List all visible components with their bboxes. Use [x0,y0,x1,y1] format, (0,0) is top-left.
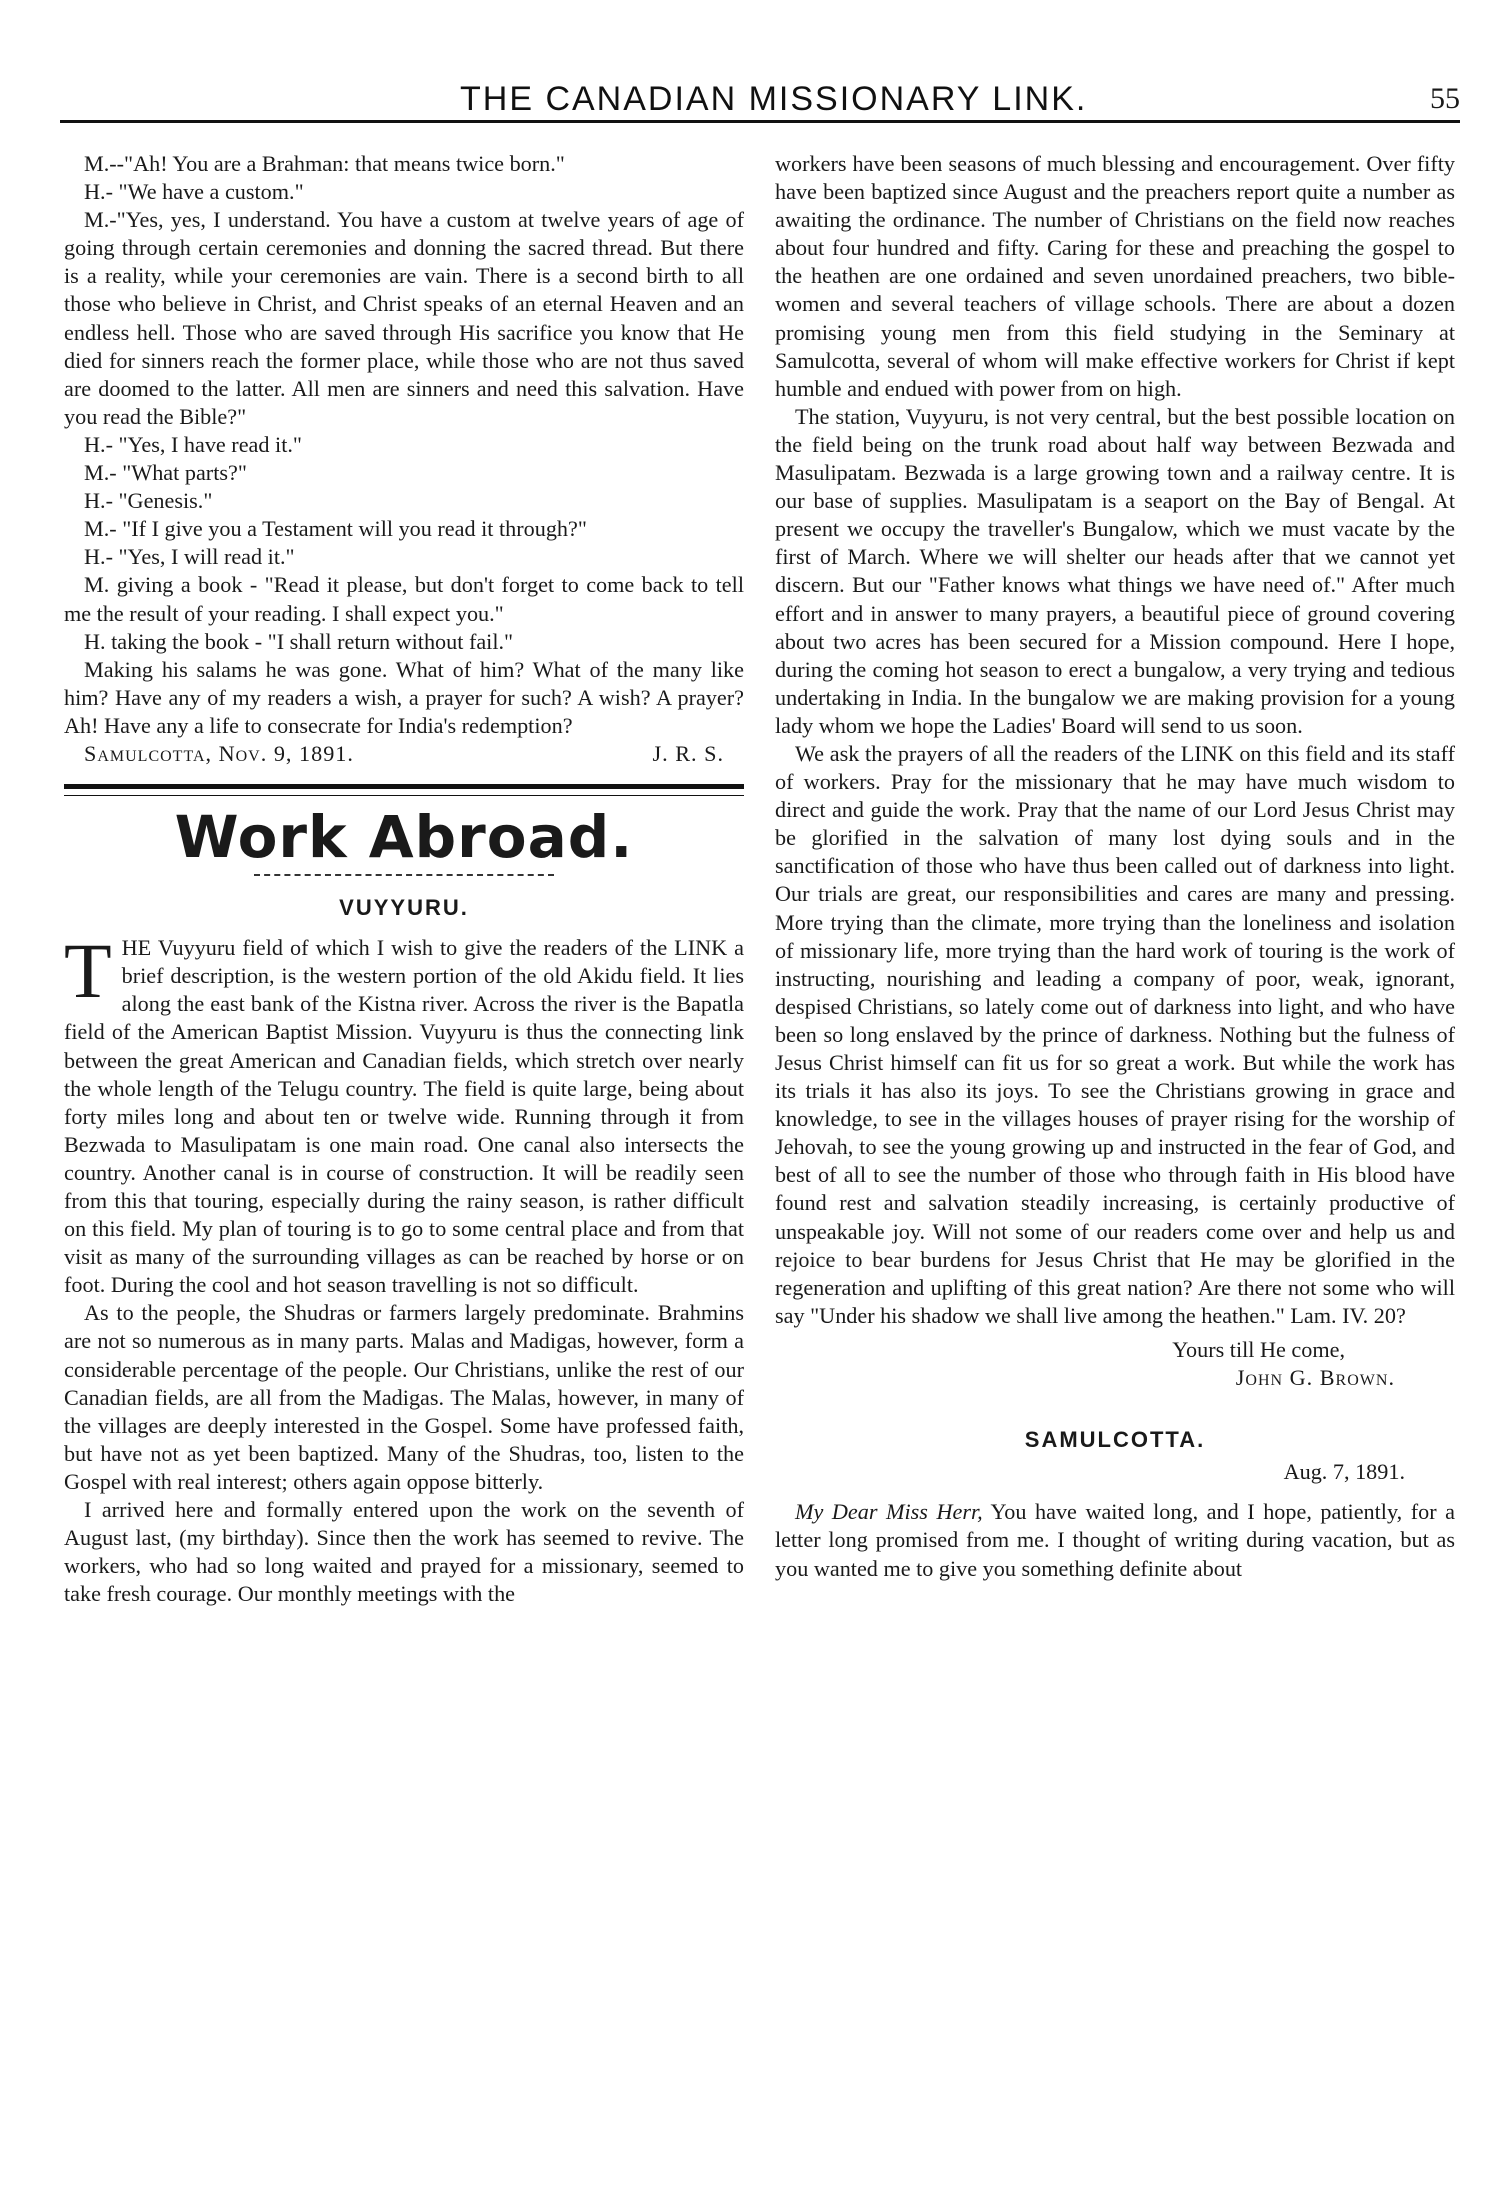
dialogue-line: M.-"Yes, yes, I understand. You have a custom at twelve years of age of going through certain ceremonies and donning the sacred thread. But there is a reality, while your ceremonies are vain. There is a second birth to all those who believe in Christ, and Christ speaks of an eternal Heaven and an endless hell. Those who are saved through His sacrifice you know that He died for sinners reach the former place, while those who are not thus saved are doomed to the latter. All men are sinners and need this salvation. Have you read the Bible?" [64,207,744,429]
article-subheading-2: SAMULCOTTA. [1024,1427,1206,1453]
letter-closing: Yours till He come, [1172,1336,1345,1362]
dialogue-line: M.- "If I give you a Testament will you read it through?" [84,516,587,542]
section-divider-thin [64,795,744,796]
header-rule [60,120,1460,123]
letter-paragraph [775,1498,1455,1582]
letter-dateline: Aug. 7, 1891. [1283,1459,1405,1485]
right-column [775,150,1455,1583]
section-title: Work Abroad. [174,803,634,872]
dialogue-line: H. taking the book - "I shall return without fail." [84,628,514,654]
article-subheading: VUYYURU. [339,895,469,921]
dialogue-line: H.- "Yes, I have read it." [84,431,302,457]
dialogue-line: H.- "Yes, I will read it." [84,544,295,570]
signoff-place-date: Samulcotta, Nov. 9, 1891. [84,740,354,766]
article-paragraph: We ask the prayers of all the readers of the LINK on this field and its staff of workers. Pray for the missionary that he may have much wisdom to direct and guide the work. Pray that the name of our Lord Jesus Christ may be glorified in the salvation of many lost dying souls and in the sanctification of those who have thus been called out of darkness into light. Our trials are great, our responsibilities and cares are many and pressing. More trying than the climate, more trying than the loneliness and isolation of missionary life, more trying than the hard work of touring is the work of instructing, nourishing and leading a company of poor, weak, ignorant, despised Christians, so lately come out of darkness into light, and who have been so long enslaved by the prince of darkness. Nothing but the fulness of Jesus Christ himself can fit us for so great a work. But while the work has its trials it has also its joys. To see the Christians growing in grace and knowledge, to see in the villages houses of prayer rising for the worship of Jehovah, to see the young growing up and instructed in the fear of God, and best of all to see the number of those who through faith in His blood have found rest and salvation steadily increasing, is certainly productive of unspeakable joy. Will not some of our readers come over and help us and rejoice to bear burdens for Jesus Christ that He may be glorified in the regeneration and uplifting of this great nation? Are there not some who will say "Under his shadow we shall live among the heathen." Lam. IV. 20? [775,740,1455,1328]
dialogue-line: H.- "Genesis." [84,488,213,514]
dialogue-section [64,150,744,740]
page-header [60,78,1460,124]
article-paragraph: I arrived here and formally entered upon the work on the seventh of August last, (my birthday). Since then the work has seemed to revive. The workers, who had so long waited and prayed for a missionary, seemed to take fresh courage. Our monthly meetings with the [64,1497,744,1607]
dialogue-line: M.- "What parts?" [84,460,247,486]
dialogue-line: Making his salams he was gone. What of him? What of the many like him? Have any of my readers a wish, a prayer for such? A wish? A prayer? Ah! Have any a life to consecrate for India's redemption? [64,656,744,738]
paragraph-text: HE Vuyyuru field of which I wish to give the readers of the LINK a brief description, is the western portion of the old Akidu field. It lies along the east bank of the Kistna river. Across the river is the Bapatla field of the American Baptist Mission. Vuyyuru is thus the connecting link between the great American and Canadian fields, which stretch over nearly the whole length of the Telugu country. The field is quite large, being about forty miles long and about ten or twelve wide. Running through it from Bezwada to Masulipatam is one main road. One canal also intersects the country. Another canal is in course of construction. It will be readily seen from this that touring, especially during the rainy season, is rather difficult on this field. My plan of touring is to go to some central place and from that visit as many of the surrounding villages as can be reached by horse or on foot. During the cool and hot season travelling is not so difficult. [64,935,744,1298]
article-paragraph: The station, Vuyyuru, is not very central, but the best possible location on the field being on the trunk road about half way between Bezwada and Masulipatam. Bezwada is a large growing town and a railway centre. It is our base of supplies. Masulipatam is a seaport on the Bay of Bengal. At present we occupy the traveller's Bungalow, which we must vacate by the first of March. Where we will shelter our heads after that we cannot yet discern. But our "Father knows what things we have need of." After much effort and in answer to many prayers, a beautiful piece of ground covering about two acres has been secured for a Mission compound. Here I hope, during the coming hot season to erect a bungalow, a very trying and tedious undertaking in India. In the bungalow we are making provision for a young lady whom we hope the Ladies' Board will send to us soon. [775,403,1455,738]
page-number: 55 [1430,82,1460,115]
drop-cap: T [64,927,112,1015]
dialogue-line: H.- "We have a custom." [84,179,304,205]
dialogue-line: M. giving a book - "Read it please, but don't forget to come back to tell me the result of your reading. I shall expect you." [64,572,744,626]
title-ornament-rule [254,874,554,876]
article-signoff [64,740,744,768]
article-paragraph: workers have been seasons of much blessing and encouragement. Over fifty have been baptized since August and the preachers report quite a number as awaiting the ordinance. The number of Christians on the field now reaches about four hundred and fifty. Caring for these and preaching the gospel to the heathen are one ordained and seven unordained preachers, two bible-women and several teachers of village schools. There are about a dozen promising young men from this field studying in the Seminary at Samulcotta, several of whom will make effective workers for Christ if kept humble and endued with power from on high. [775,151,1455,401]
section-divider-thick [64,784,744,789]
left-column [64,150,744,1608]
article-paragraph [64,927,744,1299]
publication-title: THE CANADIAN MISSIONARY LINK. [460,80,1088,118]
letter-body: You have waited long, and I hope, patiently, for a letter long promised from me. I thought of writing during vacation, but as you wanted me to give you something definite about [775,1499,1455,1581]
author-name: John G. Brown. [1235,1365,1395,1391]
signoff-initials: J. R. S. [652,740,724,766]
article-paragraph: As to the people, the Shudras or farmers largely predominate. Brahmins are not so numerous as in many parts. Malas and Madigas, however, form a considerable percentage of the people. Our Christians, unlike the rest of our Canadian fields, are all from the Madigas. The Malas, however, in many of the villages are deeply interested in the Gospel. Some have professed faith, but have not as yet been baptized. Many of the Shudras, too, listen to the Gospel with real interest; others again oppose bitterly. [64,1300,744,1494]
letter-salutation: My Dear Miss Herr, [795,1499,983,1525]
dialogue-line: M.--"Ah! You are a Brahman: that means twice born." [84,151,565,176]
